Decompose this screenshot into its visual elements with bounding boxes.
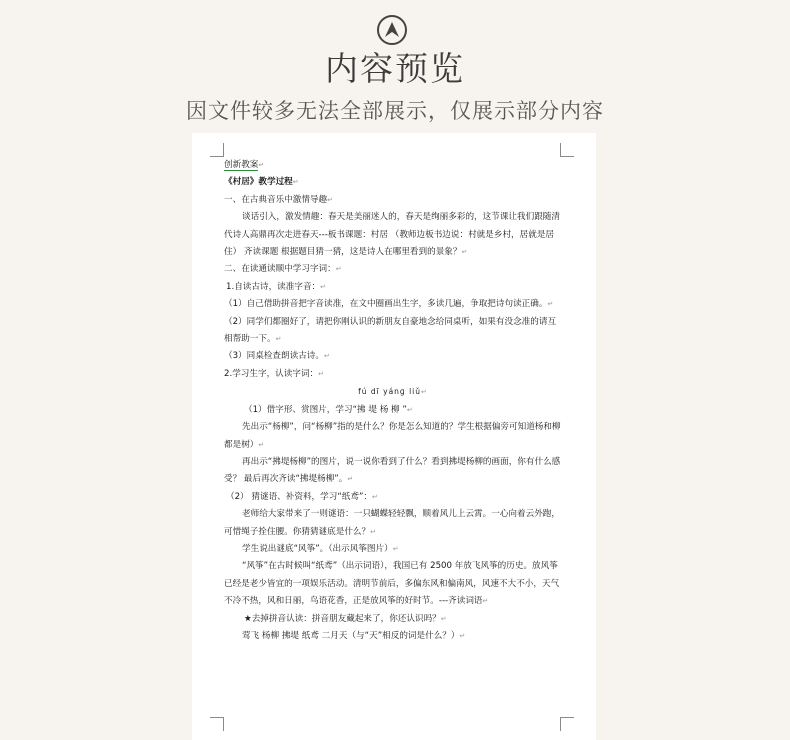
doc-line: （2） 猜谜语、补资料，学习“纸鸢”：↵ (226, 491, 378, 502)
document-body (224, 157, 562, 645)
doc-line: （3）同桌检查朗读古诗。↵ (224, 351, 330, 362)
doc-paragraph: 谈话引入，激发情趣：春天是美丽迷人的，春天是绚丽多彩的，这节课让我们跟随清代诗人高鼎再次走进春天---板书课题：村居 （教师边板书边说：村就是乡村，居就是居住） 齐读课题 根据题目猜一猜，这是诗人在哪里看到的景象？↵ (224, 212, 560, 258)
doc-paragraph: “风筝”在古时候叫“纸鸢”（出示词语），我国已有 2500 年放飞风筝的历史。放风筝已经是老少皆宜的一项娱乐活动。清明节前后，多偏东风和偏南风，风速不大不小，天气不冷不热，风和日丽，鸟语花香，正是放风筝的好时节。---齐读词语↵ (224, 561, 560, 607)
arrow-up-circle-icon (377, 15, 407, 45)
doc-line: 2.学习生字，认读字词：↵ (224, 368, 325, 379)
doc-line: 创新教案↵ (224, 160, 265, 170)
doc-paragraph: （1）自己借助拼音把字音读准，在文中圈画出生字，多读几遍，争取把诗句读正确。↵ (224, 299, 554, 310)
doc-line: 莺飞 杨柳 拂堤 纸鸢 二月天（与“天”相反的词是什么？）↵ (242, 630, 466, 641)
doc-line: （1）借字形、赏图片，学习“拂 堤 杨 柳 ”↵ (244, 404, 413, 415)
doc-line: ★去掉拼音认读：拼音朋友藏起来了，你还认识吗？↵ (244, 613, 447, 624)
corner-mark (560, 143, 574, 157)
doc-line: 二、在读通读顺中学习字词：↵ (224, 264, 342, 275)
document-preview (192, 133, 596, 740)
page-title: 内容预览 (325, 49, 465, 88)
corner-mark (210, 143, 224, 157)
doc-paragraph: （2）同学们都圈好了，请把你刚认识的新朋友自豪地念给同桌听，如果有没念准的请互相帮助一下。↵ (224, 316, 557, 345)
doc-paragraph: 先出示“杨柳”，问“杨柳”指的是什么？你是怎么知道的？学生根据偏旁可知道杨和柳都是树）↵ (224, 422, 561, 450)
corner-mark (210, 717, 224, 731)
doc-paragraph: 再出示“拂堤杨柳”的图片，说一说你看到了什么？看到拂堤杨柳的画面，你有什么感受？ 最后再次齐读“拂堤杨柳”。↵ (224, 456, 561, 485)
doc-line: 一、在古典音乐中激情导趣↵ (224, 194, 334, 205)
page-subtitle: 因文件较多无法全部展示，仅展示部分内容 (186, 99, 604, 123)
doc-heading: 《村居》教学过程↵ (224, 177, 299, 188)
corner-mark (560, 717, 574, 731)
doc-line: 1.自读古诗，读准字音：↵ (226, 281, 327, 292)
doc-paragraph: 老师给大家带来了一则谜语：一只蝴蝶轻轻飘，顺着风儿上云霄。一心向着云外跑，可惜绳子拴住腰。你猜猜谜底是什么？↵ (224, 509, 560, 537)
doc-pinyin: fú dī yánɡ liǔ↵ (358, 387, 428, 397)
doc-line: 学生说出谜底“风筝”。（出示风筝图片）↵ (242, 543, 399, 554)
